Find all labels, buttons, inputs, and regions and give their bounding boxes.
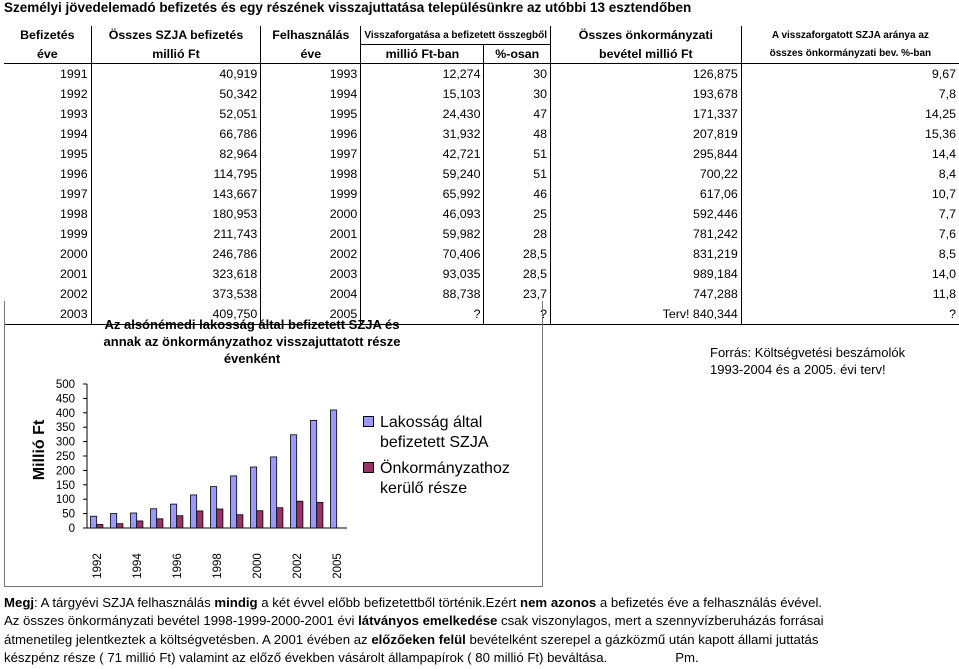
header-millio-ft-ban: millió Ft-ban <box>361 45 484 64</box>
bar-befizetett-1995 <box>171 504 177 528</box>
table-cell: 246,786 <box>91 244 261 264</box>
table-cell: 7,8 <box>741 84 959 104</box>
legend-swatch-szja <box>363 416 374 427</box>
table-cell: ? <box>484 304 551 325</box>
table-cell: 46 <box>484 184 551 204</box>
legend-swatch-onkormanyzat <box>363 462 374 473</box>
note-text: csak viszonylagos, mert a szennyvízberuházás forrásai <box>497 613 824 629</box>
table-cell: 2005 <box>261 304 361 325</box>
header-visszaforgatas-text: Visszaforgatása a befizetett összegből <box>364 29 547 41</box>
table-cell: 2000 <box>261 204 361 224</box>
note-line-4 <box>4 649 959 667</box>
table-cell: 28,5 <box>484 244 551 264</box>
header-onkormanyzati-bevetel: Összes önkormányzati <box>550 26 741 45</box>
y-axis-label: Millió Ft <box>31 419 48 481</box>
table-cell: 1995 <box>261 104 361 124</box>
note-text: a két évvel előbb befizetettből történik.Ezért <box>257 595 521 610</box>
bar-visszajuttatott-1995 <box>177 516 183 528</box>
source-note <box>710 344 955 378</box>
source-line-1: Forrás: Költségvetési beszámolók <box>710 345 906 360</box>
table-cell: 15,103 <box>361 84 484 104</box>
bar-visszajuttatott-1996 <box>197 511 203 528</box>
bar-visszajuttatott-2001 <box>297 501 303 528</box>
table-cell: 171,337 <box>550 104 741 124</box>
table-cell: 24,430 <box>361 104 484 124</box>
table-cell: ? <box>741 304 959 325</box>
table-cell: 2001 <box>60 267 88 281</box>
x-tick-label: 1994 <box>132 553 144 579</box>
table-cell: 14,4 <box>741 144 959 164</box>
table-cell: 1998 <box>261 164 361 184</box>
bar-visszajuttatott-1993 <box>137 521 143 528</box>
note-line-3 <box>4 631 959 649</box>
table-cell: 1993 <box>261 64 361 85</box>
table-cell: 52,051 <box>91 104 261 124</box>
table-cell: 23,7 <box>484 284 551 304</box>
table-cell: 7,7 <box>741 204 959 224</box>
table-cell: 82,964 <box>91 144 261 164</box>
table-cell: 323,618 <box>91 264 261 284</box>
header-felhasznalas-eve: éve <box>261 45 361 64</box>
table-cell: 409,750 <box>91 304 261 325</box>
table-cell: 617,06 <box>550 184 741 204</box>
notes <box>4 594 959 667</box>
x-tick-label: 2005 <box>332 553 344 579</box>
table-cell: 47 <box>484 104 551 124</box>
legend-label-szja-1: Lakosság által <box>380 414 483 431</box>
table-cell: 592,446 <box>550 204 741 224</box>
note-emph-elozoeken: előzőeken felül <box>371 631 466 647</box>
table-cell: 1995 <box>60 147 88 161</box>
table-cell: 51 <box>484 164 551 184</box>
table-cell: 70,406 <box>361 244 484 264</box>
bar-befizetett-1991 <box>91 516 97 528</box>
table-cell: 114,795 <box>91 164 261 184</box>
table-cell: 93,035 <box>361 264 484 284</box>
y-tick-label: 250 <box>55 451 75 463</box>
table-cell: 1994 <box>60 127 88 141</box>
table-cell: 48 <box>484 124 551 144</box>
y-tick-label: 150 <box>55 479 75 492</box>
bar-visszajuttatott-1991 <box>97 524 103 528</box>
bar-visszajuttatott-1998 <box>237 515 243 528</box>
table-cell: 9,67 <box>741 64 959 85</box>
note-text: átmenetileg jelentkeztek a költségvetésben. A 2001 évében az <box>4 631 372 647</box>
table-cell: 50,342 <box>91 84 261 104</box>
table-cell: 2002 <box>60 287 88 301</box>
table-cell: 2001 <box>261 224 361 244</box>
header-arany-2: összes önkormányzati bev. %-ban <box>741 45 959 64</box>
table-cell: Terv! 840,344 <box>550 304 741 325</box>
note-text: készpénz része ( 71 millió Ft) valamint az előző években vásárolt állampapírok ( 80 millió Ft) beváltása. <box>4 649 608 665</box>
y-tick-label: 0 <box>68 523 75 535</box>
table-cell: 14,25 <box>741 104 959 124</box>
table-cell: 1993 <box>60 107 88 121</box>
table-cell: 193,678 <box>550 84 741 104</box>
table-cell: 1997 <box>261 144 361 164</box>
bar-befizetett-2001 <box>291 435 297 528</box>
table-cell: 66,786 <box>91 124 261 144</box>
table-cell: 373,538 <box>91 284 261 304</box>
x-tick-label: 1992 <box>92 553 104 579</box>
table-cell: 2000 <box>60 247 88 261</box>
table-cell: 25 <box>484 204 551 224</box>
table-cell: 211,743 <box>91 224 261 244</box>
table-cell: 30 <box>484 64 551 85</box>
legend-label-szja-2: befizetett SZJA <box>380 434 489 451</box>
y-tick-label: 300 <box>55 436 75 449</box>
table-cell: 747,288 <box>550 284 741 304</box>
table-cell: 88,738 <box>361 284 484 304</box>
table-cell: 180,953 <box>91 204 261 224</box>
table-cell: 1996 <box>261 124 361 144</box>
table-cell: 2004 <box>261 284 361 304</box>
table-cell: ? <box>361 304 484 325</box>
table-cell: 295,844 <box>550 144 741 164</box>
bar-befizetett-2002 <box>311 420 317 528</box>
table-cell: 700,22 <box>550 164 741 184</box>
bar-visszajuttatott-1992 <box>117 524 123 528</box>
header-bevetel-millio-ft: bevétel millió Ft <box>550 45 741 64</box>
table-cell: 11,8 <box>741 284 959 304</box>
note-text: : A tárgyévi SZJA felhasználás <box>34 595 215 610</box>
table-cell: 59,240 <box>361 164 484 184</box>
table-cell: 207,819 <box>550 124 741 144</box>
table-cell: 59,982 <box>361 224 484 244</box>
legend-item-onkormanyzat <box>363 459 550 499</box>
note-emph-mindig: mindig <box>214 595 258 610</box>
header-millio-ft: millió Ft <box>91 45 261 64</box>
header-osszes-szja: Összes SZJA befizetés <box>91 26 261 45</box>
table-cell: 12,274 <box>361 64 484 85</box>
note-line-1 <box>4 594 959 612</box>
legend-label-onkormanyzat-1: Önkormányzathoz <box>380 460 510 477</box>
y-tick-label: 400 <box>55 407 75 420</box>
y-tick-label: 100 <box>55 494 75 507</box>
note-signature: Pm. <box>675 649 699 665</box>
table-cell: 30 <box>484 84 551 104</box>
table-cell: 831,219 <box>550 244 741 264</box>
source-line-2: 1993-2004 és a 2005. évi terv! <box>710 362 886 377</box>
table-cell: 126,875 <box>550 64 741 85</box>
x-tick-label: 2000 <box>252 553 264 579</box>
table-cell: 14,0 <box>741 264 959 284</box>
bar-befizetett-2003 <box>331 410 337 528</box>
note-emph-nem-azonos: nem azonos <box>520 595 597 610</box>
note-text: a befizetés éve a felhasználás évével. <box>596 595 823 610</box>
table-cell: 7,6 <box>741 224 959 244</box>
note-emph-emelkedes: látványos emelkedése <box>358 613 498 629</box>
y-tick-label: 200 <box>55 465 75 478</box>
y-tick-label: 500 <box>55 379 75 391</box>
table-cell: 2003 <box>4 304 91 325</box>
note-line-2 <box>4 612 959 630</box>
chart-legend <box>363 413 550 499</box>
y-tick-label: 50 <box>62 508 75 521</box>
note-text: bevételként szerepel a gázközmű után kapott állami juttatás <box>465 631 819 647</box>
bar-visszajuttatott-1997 <box>217 509 223 528</box>
table-cell: 1994 <box>261 84 361 104</box>
note-megj: Megj <box>4 595 35 610</box>
x-tick-label: 1998 <box>212 553 224 579</box>
bar-befizetett-1998 <box>231 476 237 528</box>
table-cell: 31,932 <box>361 124 484 144</box>
bar-visszajuttatott-2000 <box>277 508 283 528</box>
table-cell: 2002 <box>261 244 361 264</box>
y-tick-label: 350 <box>55 422 75 435</box>
bar-befizetett-2000 <box>271 457 277 528</box>
table-cell: 2003 <box>261 264 361 284</box>
table-cell: 1999 <box>261 184 361 204</box>
table-cell: 10,7 <box>741 184 959 204</box>
bar-befizetett-1994 <box>151 509 157 528</box>
header-arany: A visszaforgatott SZJA aránya az <box>741 26 959 45</box>
table-cell: 8,4 <box>741 164 959 184</box>
table-cell: 1999 <box>60 227 88 241</box>
table-cell: 143,667 <box>91 184 261 204</box>
y-tick-label: 450 <box>55 393 75 406</box>
table-cell: 989,184 <box>550 264 741 284</box>
bar-visszajuttatott-2002 <box>317 502 323 528</box>
legend-item-szja <box>363 413 550 453</box>
table-cell: 46,093 <box>361 204 484 224</box>
x-tick-label: 1996 <box>172 553 184 579</box>
x-tick-label: 2002 <box>292 553 304 579</box>
table-cell: 40,919 <box>91 64 261 85</box>
note-text: Az összes önkormányzati bevétel 1998-1999-2000-2001 évi <box>4 613 359 629</box>
table-cell: 1992 <box>60 87 88 101</box>
legend-label-onkormanyzat-2: kerülő része <box>380 480 468 497</box>
table-cell: 1997 <box>60 187 88 201</box>
chart-title: Az alsónémedi lakosság által befizetett SZJA és annak az önkormányzathoz visszajuttatott része évenként <box>103 317 401 366</box>
table-cell: 1996 <box>60 167 88 181</box>
bar-befizetett-1999 <box>251 467 257 528</box>
table-cell: 28,5 <box>484 264 551 284</box>
table-cell: 15,36 <box>741 124 959 144</box>
page-title: Személyi jövedelemadó befizetés és egy részének visszajuttatása településünkre az utóbbi 13 esztendőben <box>4 0 692 15</box>
table-cell: 28 <box>484 224 551 244</box>
table-cell: 65,992 <box>361 184 484 204</box>
table-cell: 51 <box>484 144 551 164</box>
table-cell: 42,721 <box>361 144 484 164</box>
header-befizetes: Befizetés <box>20 28 75 43</box>
table-cell: 1998 <box>60 207 88 221</box>
bar-befizetett-1992 <box>111 514 117 528</box>
bar-befizetett-1997 <box>211 487 217 528</box>
bar-befizetett-1993 <box>131 513 137 528</box>
header-felhasznalas: Felhasználás <box>261 26 361 45</box>
bar-visszajuttatott-1994 <box>157 519 163 528</box>
table-cell: 781,242 <box>550 224 741 244</box>
bar-visszajuttatott-1999 <box>257 511 263 528</box>
bar-befizetett-1996 <box>191 495 197 528</box>
header-befizetes-eve: éve <box>4 45 91 64</box>
table-cell: 1991 <box>60 67 88 81</box>
table-cell: 8,5 <box>741 244 959 264</box>
header-szazalek: %-osan <box>484 45 551 64</box>
